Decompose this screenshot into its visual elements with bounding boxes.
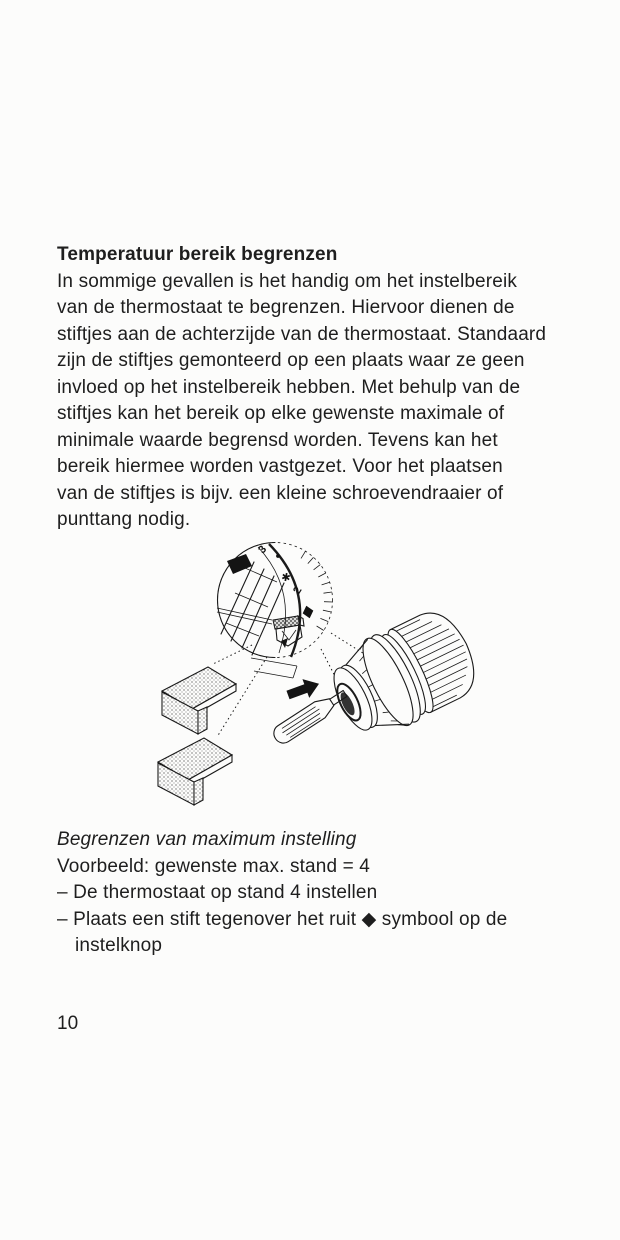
text-line: zijn de stiftjes gemonteerd op een plaats waar ze geen bbox=[57, 350, 525, 371]
text-line: van de stiftjes is bijv. een kleine schroevendraaier of bbox=[57, 482, 504, 504]
text-line: stiftjes aan de achterzijde van de thermostaat. Standaard bbox=[57, 323, 547, 345]
page-number: 10 bbox=[57, 1013, 79, 1034]
example-line: Voorbeeld: gewenste max. stand = 4 bbox=[57, 855, 370, 877]
intro-section bbox=[57, 242, 546, 534]
text-line: minimale waarde begrensd worden. Tevens kan het bbox=[57, 429, 498, 451]
text-line: stiftjes kan het bereik op elke gewenste maximale of bbox=[57, 403, 505, 424]
subsection-heading: Begrenzen van maximum instelling bbox=[57, 829, 357, 850]
text-line: punttang nodig. bbox=[57, 509, 191, 530]
text-line: van de thermostaat te begrenzen. Hiervoor dienen de bbox=[57, 297, 515, 318]
subsection bbox=[57, 827, 507, 960]
dial-number-3: 3 bbox=[256, 543, 270, 556]
knob-opening-shadow bbox=[227, 554, 252, 574]
dial-frost-icon: ✱ bbox=[279, 570, 295, 586]
text-line: bereik hiermee worden vastgezet. Voor het plaatsen bbox=[57, 456, 503, 477]
bullet-line: – De thermostaat op stand 4 instellen bbox=[57, 882, 378, 903]
text-line: invloed op het instelbereik hebben. Met behulp van de bbox=[57, 376, 521, 398]
thermostat-knob bbox=[320, 601, 485, 748]
dial-dot-mark bbox=[276, 554, 280, 558]
limit-pin-1 bbox=[162, 667, 236, 734]
dial-number-2: 2 bbox=[291, 584, 305, 597]
knurl-ticks bbox=[301, 551, 333, 630]
bullet-line: – Plaats een stift tegenover het ruit ◆ symbool op de bbox=[57, 908, 508, 930]
dial-diamond-icon bbox=[301, 604, 315, 619]
limit-pin-2 bbox=[158, 738, 232, 805]
text-line: In sommige gevallen is het handig om het instelbereik bbox=[57, 270, 517, 292]
section-heading: Temperatuur bereik begrenzen bbox=[57, 244, 338, 265]
bullet-wrap-line: instelknop bbox=[75, 935, 163, 956]
exploded-view-figure bbox=[55, 533, 485, 825]
detail-circle bbox=[217, 543, 333, 679]
arrow-right-icon bbox=[285, 674, 323, 704]
